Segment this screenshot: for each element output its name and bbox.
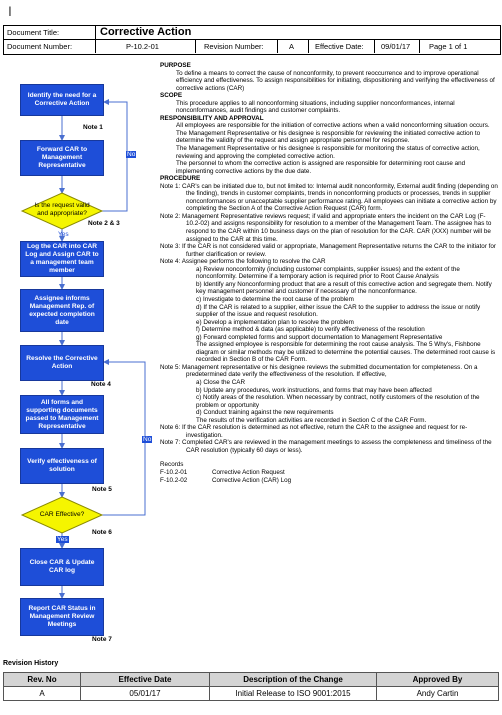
scope-heading: SCOPE	[160, 92, 183, 100]
note-4d: d) If the CAR is related to a supplier, either issue the CAR to the supplier to address the issue or notify supplier of the issue and request resolution.	[196, 303, 481, 319]
col-effective-date: Effective Date	[81, 673, 210, 687]
no-label-1: No	[127, 151, 136, 158]
title-label: Document Title:	[7, 28, 60, 37]
note-2-text: Note 2: Management Representative reviews request; if valid and appropriate enters the incident on the CAR Log (F-10.2-02) and assigns responsibility for resolution to a member of the Management Team. The assignee has to respond to the CAR within 10 business days on the plan of resolution for the CAR. CAR (XXX) number will be assigned to the CAR at this time.	[160, 212, 492, 243]
note-4f: f) Determine method & data (as applicable) to verify effectiveness of the resolution	[196, 326, 425, 334]
revision-number: A	[289, 42, 295, 51]
effective-date: 09/01/17	[381, 42, 411, 51]
step-assignee-informs: Assignee informs Management Rep. of expected completion date	[20, 289, 104, 332]
revision-header-row	[4, 673, 499, 687]
responsibility-2: The Management Representative or his designee is responsible for reviewing the initiated corrective action to determine the validity of the request and assign appropriate personnel for response.	[176, 129, 481, 145]
rev-description: Initial Release to ISO 9001:2015	[210, 687, 377, 701]
effective-label: Effective Date:	[315, 42, 364, 51]
col-description: Description of the Change	[210, 673, 377, 687]
table-row	[4, 687, 499, 701]
purpose-heading: PURPOSE	[160, 62, 191, 69]
note-4a: a) Review nonconformity (including customer complaints, supplier issues) and the extent of the nonconformity. Determine if a temporary action is required prior to Root Cause Analysis	[196, 265, 460, 281]
connector-d1-no	[102, 102, 127, 211]
record-id: F-10.2-02	[160, 476, 188, 484]
number-label: Document Number:	[7, 42, 73, 51]
page-number: Page 1 of 1	[429, 42, 468, 51]
document-number: P-10.2-01	[126, 42, 159, 51]
step-report-status: Report CAR Status in Management Review Meetings	[20, 598, 104, 636]
note-4-extra: The assigned employee is responsible for determining the root cause analysis. The 5 Why's, Fishbone diagram or similar methods may be utilized to determine the potential causes. The determined root cause is recorded in Section B of the CAR Form.	[196, 341, 496, 364]
note-5-extra: The results of the verification activities are recorded in Section C of the CAR Form.	[196, 416, 427, 424]
responsibility-4: The personnel to whom the corrective action is assigned are responsible for determining root cause and implementing corrective actions by the due date.	[176, 160, 466, 175]
purpose-text: To define a means to correct the cause of nonconformity, to prevent reoccurrence and to improve operational efficiency and effectiveness. To assign responsibilities for initiating, dispositioning and verifying the effectiveness of corrective actions (CAR)	[176, 69, 495, 92]
record-row	[160, 469, 498, 477]
note-5-label: Note 5	[92, 486, 112, 493]
note-4c: c) Investigate to determine the root cause of the problem	[196, 295, 354, 303]
step-forward-car: Forward CAR to Management Representative	[20, 140, 104, 176]
procedure-text	[160, 62, 498, 484]
note-7-label: Note 7	[92, 636, 112, 643]
note-5a: a) Close the CAR	[196, 378, 245, 386]
procedure-heading: PROCEDURE	[160, 175, 201, 183]
record-row	[160, 477, 498, 485]
responsibility-3: The Management Representative or his designee is responsible for monitoring the status of corrective action, reviewing and approving the completed corrective action.	[176, 145, 480, 160]
note-5b: b) Update any procedures, work instructions, and forms that may have been affected	[196, 386, 432, 394]
note-3-text: Note 3: If the CAR is not considered valid or appropriate, Management Representative returns the CAR to the initiator for further clarification or review.	[160, 243, 497, 258]
note-5c: c) Notify areas of the resolution. When necessary by contract, notify customers of the resolution of the problem or opportunity	[196, 394, 480, 409]
note-4-label: Note 4	[91, 381, 111, 388]
step-verify-effectiveness: Verify effectiveness of solution	[20, 448, 104, 484]
responsibility-heading: RESPONSIBILITY AND APPROVAL	[160, 114, 264, 122]
col-approved-by: Approved By	[377, 673, 499, 687]
note-1-label: Note 1	[83, 124, 103, 131]
records-heading: Records	[160, 461, 184, 469]
note-5d: d) Conduct training against the new requirements	[196, 409, 334, 417]
note-2-3-label: Note 2 & 3	[88, 220, 120, 227]
document-title: Corrective Action	[100, 26, 192, 38]
yes-label-1: Yes	[58, 231, 69, 238]
rev-date: 05/01/17	[81, 687, 210, 701]
note-4g: g) Forward completed forms and support documentation to Management Representative	[196, 333, 443, 341]
note-7-text: Note 7: Completed CAR's are reviewed in the management meetings to assess the completeness and timeliness of the CAR resolution (typically 60 days or less).	[160, 439, 492, 454]
revision-label: Revision Number:	[204, 42, 264, 51]
step-close-car: Close CAR & Update CAR log	[20, 548, 104, 586]
responsibility-1: All employees are responsible for the initiation of corrective actions when a valid nonconforming situation occurs.	[176, 122, 490, 130]
step-resolve: Resolve the Corrective Action	[20, 345, 104, 381]
scope-text: This procedure applies to all nonconforming situations, including supplier nonconformances, internal nonconformances, audit findings and customer complaints.	[176, 99, 455, 115]
record-name: Corrective Action Request	[212, 468, 285, 476]
decision-valid-text: Is the request valid and appropriate?	[34, 202, 90, 217]
note-5-text: Note 5: Management representative or his designee reviews the submitted documentation for completeness. On a predetermined date verify the effectiveness of the resolution. If effective,	[160, 363, 478, 379]
step-identify-need: Identify the need for a Corrective Action	[20, 84, 104, 116]
record-id: F-10.2-01	[160, 468, 188, 476]
revision-history-title: Revision History	[3, 660, 59, 667]
no-label-2: No	[143, 436, 152, 443]
rev-approver: Andy Cartin	[377, 687, 499, 701]
record-name: Corrective Action (CAR) Log	[212, 476, 292, 484]
note-4e: e) Develop a implementation plan to resolve the problem	[196, 318, 354, 326]
note-4-text: Note 4: Assignee performs the following to resolve the CAR	[160, 258, 326, 266]
note-6-text: Note 6: If the CAR resolution is determined as not effective, return the CAR to the assignee and request for re-investigation.	[160, 424, 468, 439]
note-6-label: Note 6	[92, 529, 112, 536]
note-1-text: Note 1: CAR's can be initiated due to, but not limited to: Internal audit nonconformity, External audit finding (depending on the finding), trends in customer complaints, trends in nonconforming products or processes, trends in supplier nonconformances or unacceptable supplier performance rating. All employees can initiate a corrective action by completing the Section A of the Corrective Action Request (CAR) form.	[160, 182, 498, 213]
text-cursor-icon: I	[8, 3, 12, 19]
yes-label-2: Yes	[57, 536, 68, 543]
col-rev-no: Rev. No	[4, 673, 81, 687]
step-forms-passed: All forms and supporting documents passed to Management Representative	[20, 395, 104, 434]
revision-table	[3, 672, 499, 701]
decision-effective-text: CAR Effective?	[39, 511, 85, 518]
step-log-car: Log the CAR into CAR Log and Assign CAR to a management team member	[20, 241, 104, 277]
note-4b: b) Identify any Nonconforming product that are a result of this corrective action and segregate them. Notify key management personnel and customer if necessary of the nonconformance.	[196, 280, 492, 296]
rev-no: A	[4, 687, 81, 701]
